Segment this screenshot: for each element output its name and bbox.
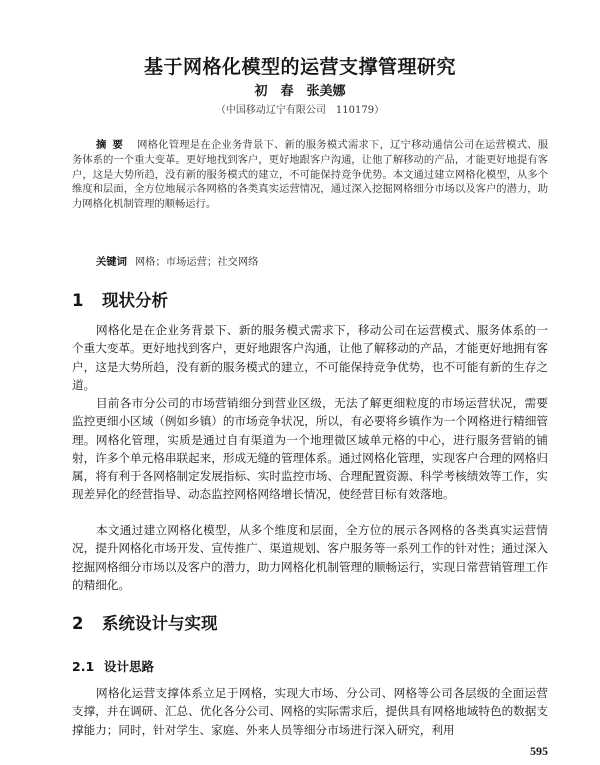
author-affiliation: （中国移动辽宁有限公司 110179） bbox=[215, 105, 385, 116]
paper-authors: 初 春 张美娜 bbox=[254, 84, 346, 99]
body-paragraph: 网格化运营支撑体系立足于网格，实现大市场、分公司、网格等公司各层级的全面运营支撑，并在调研、汇总、优化各分公司、网格的实际需求后，提供具有网格地域特色的数据支撑能力；同时，针对学生、家庭、外来人员等细分市场进行深入研究，利用 bbox=[72, 686, 548, 737]
section-heading-2 bbox=[72, 610, 218, 634]
subsection-title: 设计思路 bbox=[104, 659, 155, 674]
body-paragraph: 本文通过建立网格化模型，从多个维度和层面，全方位的展示各网格的各类真实运营情况，提升网格化市场开发、宣传推广、渠道规划、客户服务等一系列工作的针对性；通过深入挖掘网格细分市场以及客户的潜力，助力网格化机制管理的顺畅运行，实现日常营销管理工作的精细化。 bbox=[72, 523, 548, 592]
abstract-text: 网格化管理是在企业务背景下、新的服务模式需求下，辽宁移动通信公司在运营模式、服务体系的一个重大变革。更好地找到客户，更好地跟客户沟通，让他了解移动的产品，才能更好地提有客户，这是大势所趋，没有新的服务模式的建立，不可能保持竞争优势。本文通过建立网格化模型，从多个维度和层面，全方位地展示各网格的各类真实运营情况，通过深入挖掘网格细分市场以及客户的潜力，助力网格化机制管理的顺畅运行。 bbox=[72, 139, 549, 211]
section-title: 系统设计与实现 bbox=[102, 614, 218, 633]
section-heading-1 bbox=[72, 287, 168, 311]
body-paragraph: 目前各市分公司的市场营销细分到营业区级，无法了解更细粒度的市场运营状况，需要监控更细小区域（例如乡镇）的市场竞争状况，所以，有必要将乡镇作为一个网格进行精细管理。网格化管理，实质是通过自有渠道为一个地理微区域单元格的中心，进行服务营销的铺射，许多个单元格串联起来，形成无缝的管理体系。通过网格化管理，实现客户合理的网格归属，将有利于各网格制定发展指标、实时监控市场、合理配置资源、科学考核绩效等工作，实现差异化的经营指导、动态监控网格网络增长情况，使经营目标有效落地。 bbox=[72, 396, 548, 502]
keywords-label: 关键词 bbox=[96, 256, 127, 268]
page-number: 595 bbox=[530, 744, 548, 758]
section-number: 1 bbox=[72, 291, 84, 310]
section-number: 2 bbox=[72, 614, 84, 633]
keywords-text: 网格；市场运营；社交网络 bbox=[134, 256, 259, 268]
subsection-number: 2.1 bbox=[72, 659, 95, 674]
section-title: 现状分析 bbox=[102, 291, 168, 310]
subsection-heading bbox=[72, 657, 154, 675]
abstract-label: 摘要 bbox=[96, 139, 130, 151]
abstract bbox=[72, 138, 548, 212]
paper-title: 基于网格化模型的运营支撑管理研究 bbox=[143, 56, 456, 78]
body-paragraph: 网格化是在企业务背景下、新的服务模式需求下，移动公司在运营模式、服务体系的一个重大变革。更好地找到客户，更好地跟客户沟通，让他了解移动的产品，才能更好地拥有客户，这是大势所趋，没有新的服务模式的建立，不可能保持竞争优势，也不可能有新的生存之道。 bbox=[72, 323, 548, 392]
keywords bbox=[96, 253, 548, 268]
